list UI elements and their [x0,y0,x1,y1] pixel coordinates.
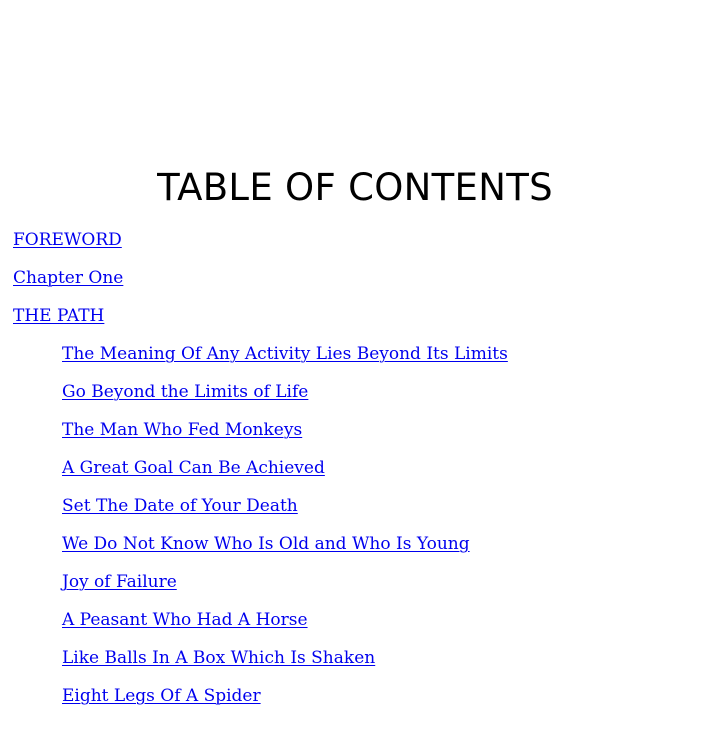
toc-entry-foreword [0,228,710,266]
toc-link-great-goal[interactable]: A Great Goal Can Be Achieved [62,458,325,478]
toc-entry-date-of-death [0,494,710,532]
toc-link-date-of-death[interactable]: Set The Date of Your Death [62,496,298,516]
toc-link-man-who-fed-monkeys[interactable]: The Man Who Fed Monkeys [62,420,303,440]
toc-link-beyond-limits-of-life[interactable]: Go Beyond the Limits of Life [62,382,309,402]
toc-entry-eight-legs-spider [0,684,710,722]
toc-entry-beyond-limits-of-life [0,380,710,418]
toc-list [0,228,710,722]
toc-entry-balls-in-box [0,646,710,684]
toc-entry-chapter-one [0,266,710,304]
toc-entry-the-path [0,304,710,342]
toc-link-the-path[interactable]: THE PATH [13,306,105,326]
toc-link-balls-in-box[interactable]: Like Balls In A Box Which Is Shaken [62,648,376,668]
toc-entry-great-goal [0,456,710,494]
toc-entry-old-and-young [0,532,710,570]
toc-entry-man-who-fed-monkeys [0,418,710,456]
toc-title: TABLE OF CONTENTS [157,166,553,209]
toc-link-peasant-horse[interactable]: A Peasant Who Had A Horse [62,610,308,630]
toc-entry-meaning-of-activity [0,342,710,380]
toc-link-foreword[interactable]: FOREWORD [13,230,122,250]
toc-link-chapter-one[interactable]: Chapter One [13,268,124,288]
toc-link-joy-of-failure[interactable]: Joy of Failure [62,572,177,592]
toc-link-meaning-of-activity[interactable]: The Meaning Of Any Activity Lies Beyond Its Limits [62,344,508,364]
toc-entry-joy-of-failure [0,570,710,608]
toc-link-old-and-young[interactable]: We Do Not Know Who Is Old and Who Is Young [62,534,470,554]
toc-link-eight-legs-spider[interactable]: Eight Legs Of A Spider [62,686,261,706]
toc-entry-peasant-horse [0,608,710,646]
